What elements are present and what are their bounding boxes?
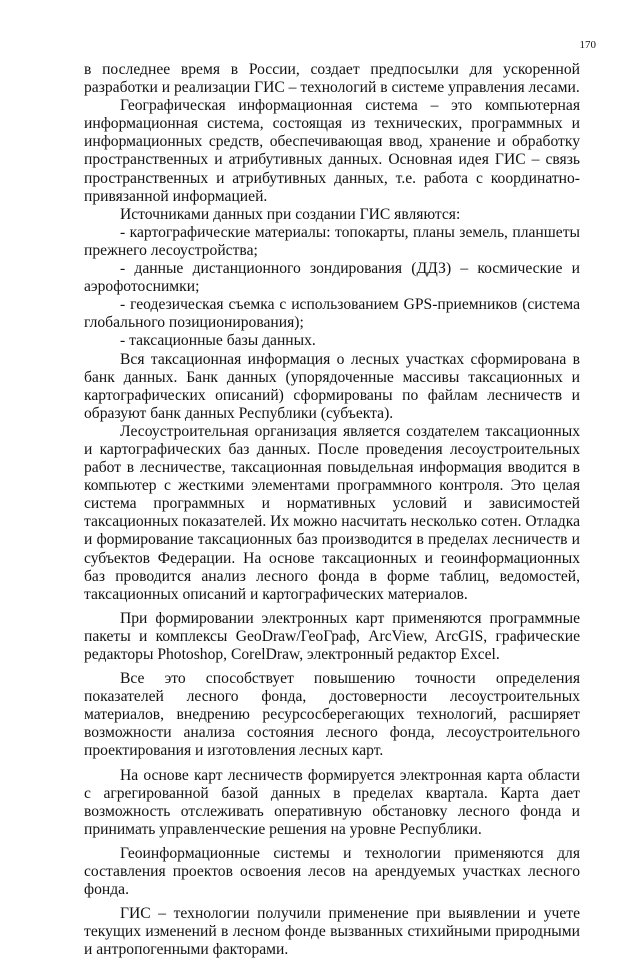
list-item-cartographic: - картографические материалы: топокарты, планы земель, планшеты прежнего лесоустройства; [84,223,580,259]
paragraph-continuation: в последнее время в России, создает предпосылки для ускоренной разработки и реализации ГИС – технологий в системе управления лесами. [84,61,580,97]
paragraph-electronic-map: На основе карт лесничеств формируется электронная карта области с агрегированной базой данных в пределах квартала. Карта дает возможность отслеживать оперативную обстановку лесного фонда и принимать управленческие решения на уровне Республики. [84,766,580,838]
paragraph-software: При формировании электронных карт применяются программные пакеты и комплексы GeoDraw/ГеоГраф, ArcView, ArcGIS, графические редакторы Photoshop, CorelDraw, электронный редактор Excel. [84,609,580,663]
paragraph-change-detection: ГИС – технологии получили применение при выявлении и учете текущих изменений в лесном фонде вызванных стихийными природными и антропогенными факторами. [84,905,580,959]
page-body [84,61,580,960]
list-item-remote-sensing: - данные дистанционного зондирования (ДДЗ) – космические и аэрофотоснимки; [84,260,580,296]
paragraph-data-sources-intro: Источниками данных при создании ГИС являются: [120,205,461,223]
paragraph-gis-definition: Географическая информационная система – это компьютерная информационная система, состоящая из технических, программных и информационных средств, обеспечивающая ввод, хранение и обработку пространственных и атрибутивных данных. Основная идея ГИС – связь пространственных и атрибутивных данных, т.е. работа с координатно-привязанной информацией. [84,97,580,205]
list-item-gps-survey: - геодезическая съемка с использованием GPS-приемников (система глобального позиционирования); [84,296,580,332]
paragraph-benefits: Все это способствует повышению точности определения показателей лесного фонда, достоверности лесоустроительных материалов, внедрению ресурсосберегающих технологий, расширяет возможности анализа состояния лесного фонда, лесоустроительного проектирования и изготовления лесных карт. [84,670,580,760]
page-number: 170 [579,39,596,51]
list-item-taxation-db: - таксационные базы данных. [120,332,316,350]
paragraph-forest-projects: Геоинформационные системы и технологии применяются для составления проектов освоения лесов на арендуемых участках лесного фонда. [84,844,580,899]
paragraph-data-bank: Вся таксационная информация о лесных участках сформирована в банк данных. Банк данных (упорядоченные массивы таксационных и картографических описаний) сформированы по файлам лесничеств и образуют банк данных Республики (субъекта). [84,350,580,422]
paragraph-forest-organization: Лесоустроительная организация является создателем таксационных и картографических баз данных. После проведения лесоустроительных работ в лесничестве, таксационная повыдельная информация вводится в компьютер с жесткими элементами программного контроля. Это целая система программных и нормативных условий и зависимостей таксационных показателей. Их можно насчитать несколько сотен. Отладка и формирование таксационных баз производится в пределах лесничеств и субъектов Федерации. На основе таксационных и геоинформационных баз проводится анализ лесного фонда в форме таблиц, ведомостей, таксационных описаний и картографических материалов. [84,422,580,603]
